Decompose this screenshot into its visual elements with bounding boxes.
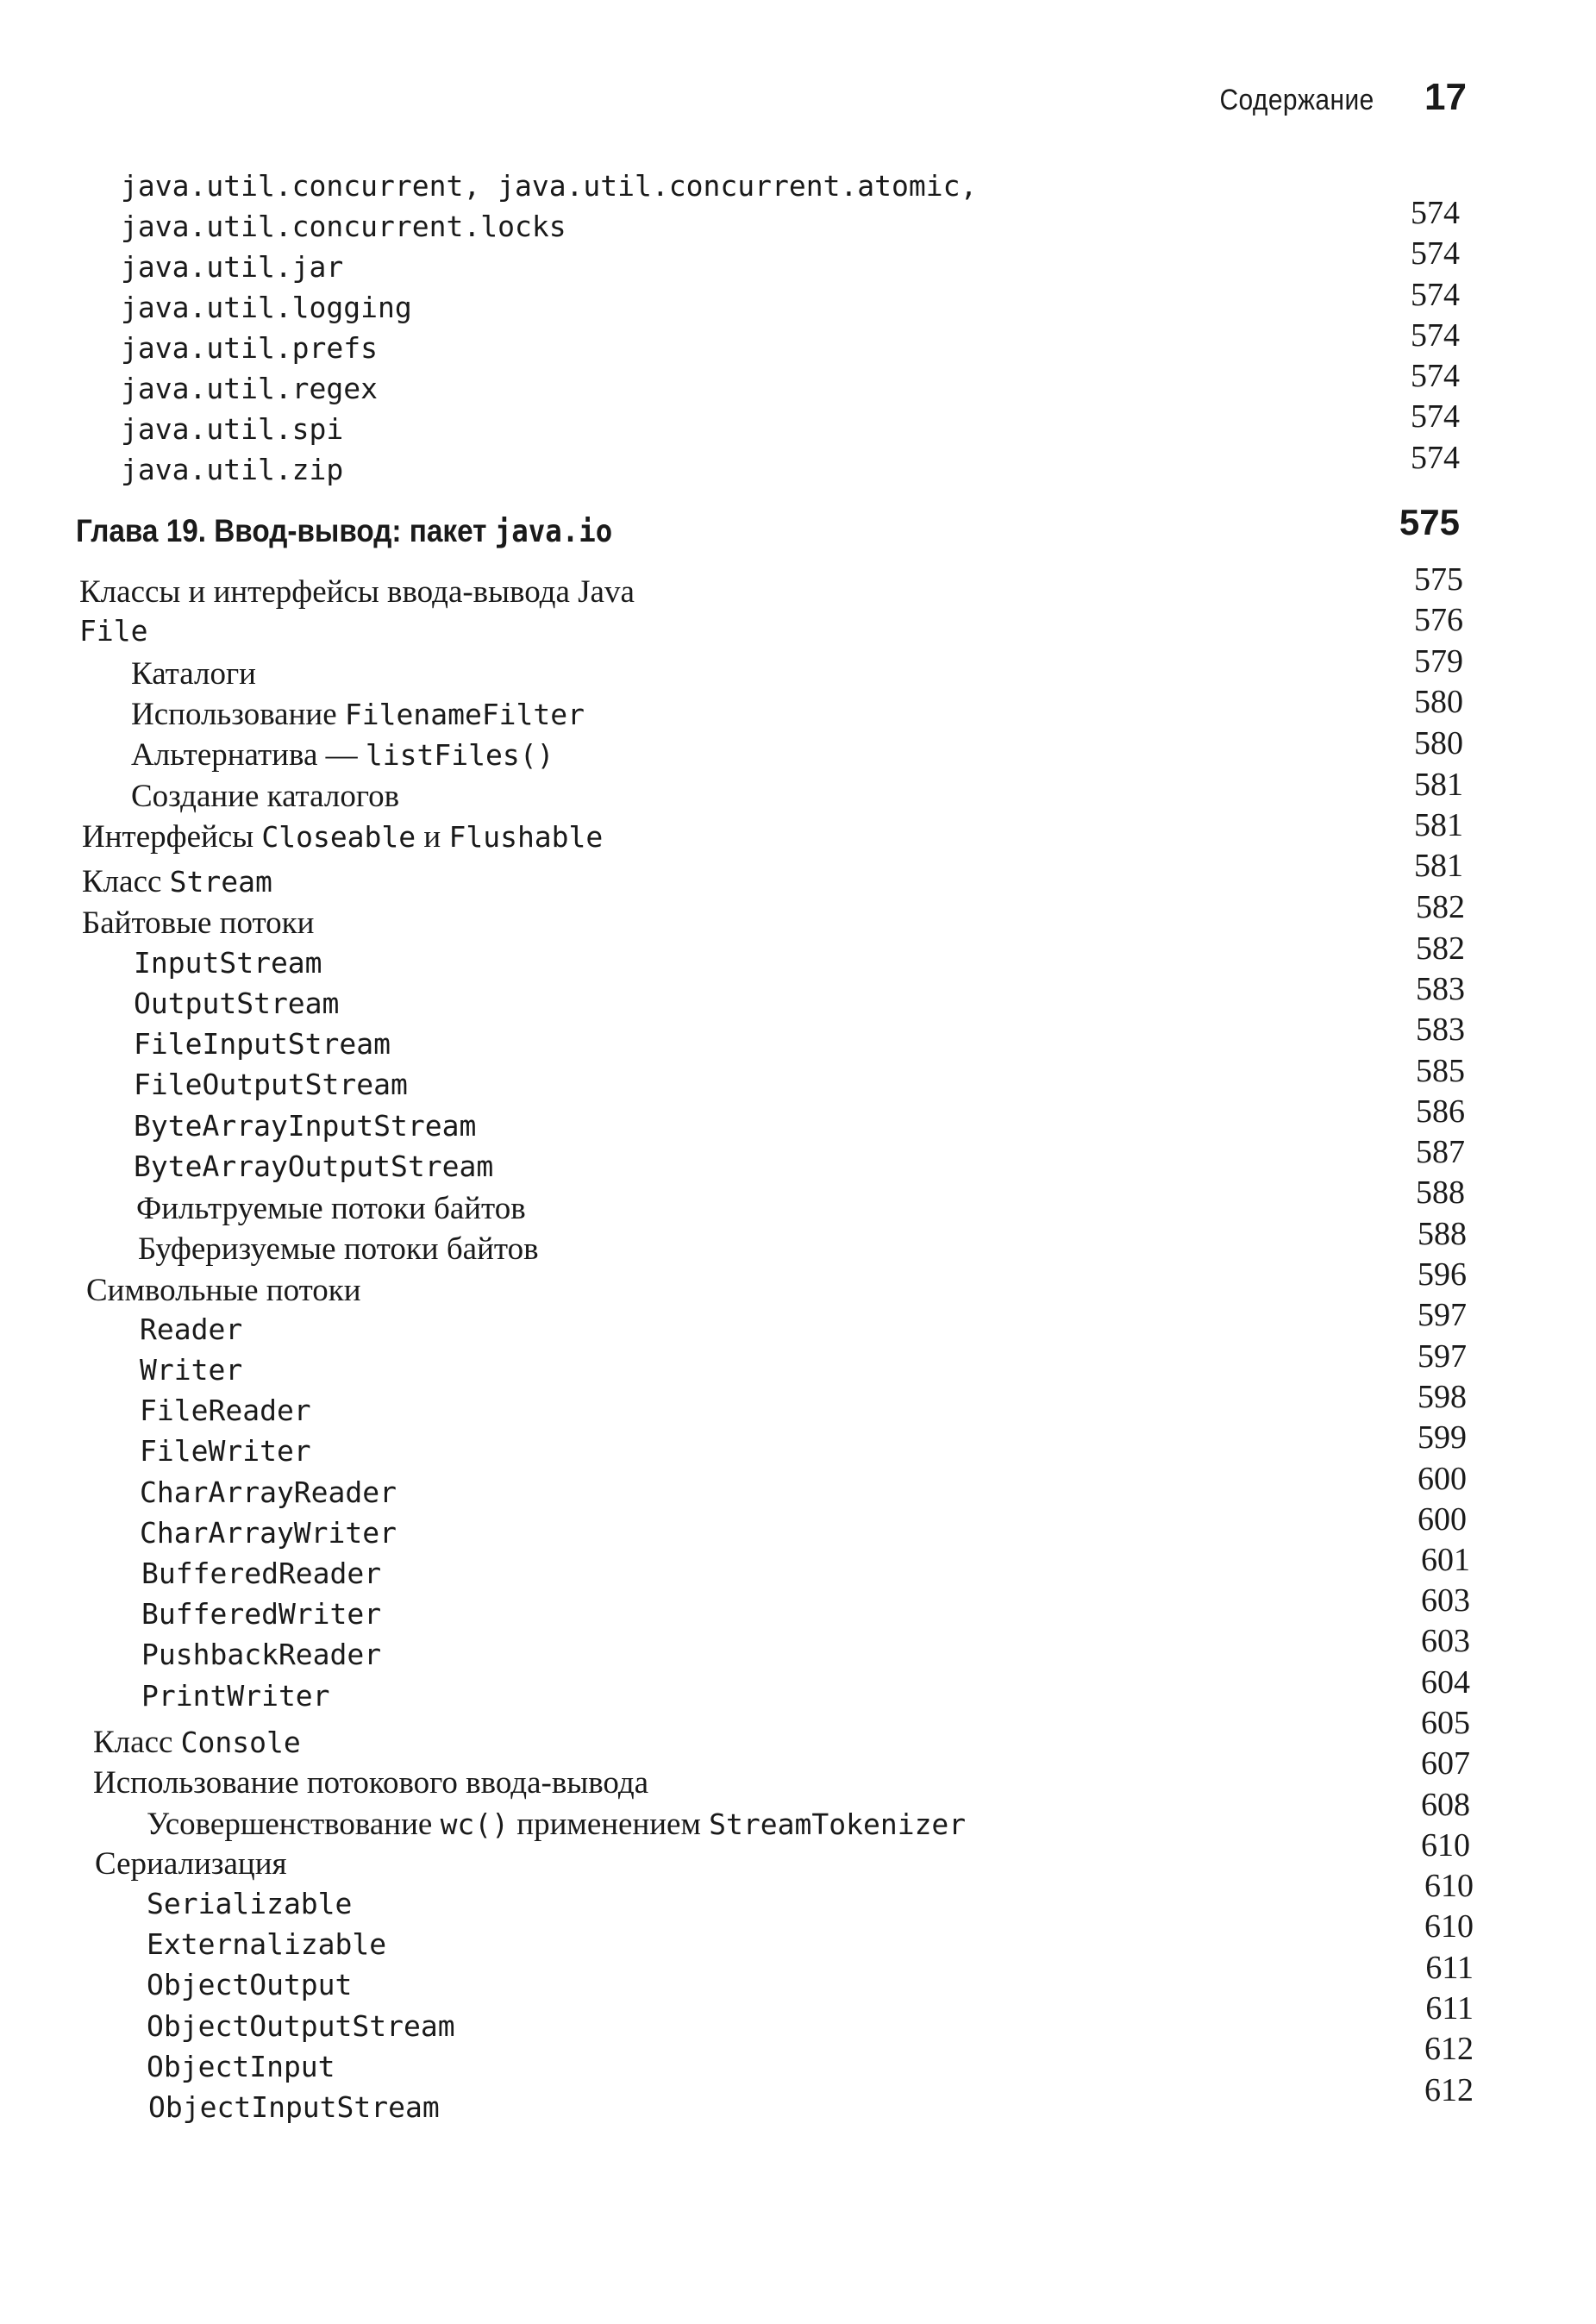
toc-entry [148,2090,440,2124]
toc-page-number: 574 [1411,398,1460,435]
toc-entry-text: применением [509,1807,710,1842]
toc-entry-code: Writer [140,1353,243,1387]
toc-entry-code: ByteArrayInputStream [134,1109,477,1143]
toc-page-number: 610 [1421,1827,1470,1864]
toc-entry-code: FileOutputStream [134,1068,408,1101]
toc-entry-text: Сериализация [95,1846,287,1882]
toc-page-number: 575 [1399,502,1460,542]
toc-entry-text: Использование [131,697,345,732]
toc-entry-code: StreamTokenizer [709,1807,967,1841]
toc-entry [121,453,343,486]
toc-entry-code: java.util.zip [121,453,344,486]
toc-page-number: 588 [1418,1216,1467,1252]
toc-entry [141,1638,381,1671]
toc-entry [134,1109,476,1143]
toc-entry-code: BufferedWriter [141,1597,382,1631]
toc-entry-code: Reader [140,1312,243,1346]
toc-page-number: 597 [1418,1338,1467,1375]
toc-entry [76,513,672,549]
toc-entry-code: Stream [169,865,272,899]
toc-page-number: 600 [1418,1501,1467,1538]
page-number: 17 [1424,76,1467,118]
toc-entry-code: java.io [494,514,613,549]
toc-entry-code: Serializable [147,1887,353,1920]
toc-page-number: 581 [1414,767,1463,803]
toc-entry-code: PushbackReader [141,1638,382,1671]
toc-entry [136,1190,526,1227]
toc-entry-text: Каталоги [131,656,256,692]
toc-entry-text: Глава 19. Ввод-вывод: пакет [76,513,495,548]
toc-entry-code: FileWriter [140,1434,311,1468]
toc-entry [131,736,554,774]
toc-entry [147,2009,455,2043]
toc-entry [147,1927,386,1961]
toc-entry [79,614,147,648]
toc-entry [86,1272,361,1309]
toc-entry-code: Externalizable [147,1927,387,1961]
toc-entry [140,1394,311,1427]
toc-page-number: 611 [1425,1950,1474,1986]
toc-entry-code: InputStream [134,946,322,980]
toc-page-number: 582 [1416,889,1465,925]
toc-page-number: 612 [1424,2031,1474,2067]
toc-entry-code: CharArrayWriter [140,1516,397,1550]
toc-page-number: 574 [1411,317,1460,354]
toc-entry-code: FileInputStream [134,1027,391,1061]
toc-page-number: 586 [1416,1093,1465,1130]
toc-entry [93,1724,301,1761]
toc-entry-code: FileReader [140,1394,311,1427]
toc-entry-text: Классы и интерфейсы ввода-вывода Java [79,574,635,610]
toc-page-number: 583 [1416,971,1465,1007]
toc-page-number: 596 [1418,1256,1467,1293]
toc-page-number: 581 [1414,807,1463,843]
toc-entry-code: java.util.concurrent, java.util.concurrent.atomic, [121,169,978,203]
toc-page-number: 605 [1421,1705,1470,1741]
toc-entry-code: ObjectOutput [147,1968,353,2001]
toc-page-number: 610 [1424,1868,1474,1904]
toc-entry [141,1679,330,1713]
toc-page-number: 585 [1416,1053,1465,1089]
toc-entry [140,1434,311,1468]
toc-entry [134,987,339,1020]
toc-entry-text: Класс [93,1725,181,1760]
toc-entry [82,905,314,942]
toc-entry [147,1887,352,1920]
toc-entry [121,372,378,405]
toc-entry [121,210,566,243]
toc-entry-code: FilenameFilter [344,698,585,731]
toc-page-number: 582 [1416,930,1465,967]
toc-entry-code: BufferedReader [141,1557,382,1590]
toc-entry-code: File [79,614,148,648]
toc-entry-code: ObjectInputStream [148,2090,440,2124]
toc-page-number: 612 [1424,2072,1474,2108]
toc-entry [121,250,343,284]
toc-entry [121,291,412,324]
toc-entry [140,1353,242,1387]
toc-page-number: 601 [1421,1542,1470,1578]
toc-page-number: 611 [1425,1990,1474,2026]
toc-entry [140,1516,397,1550]
toc-entry-text: Усовершенствование [147,1807,441,1842]
toc-entry [121,412,343,446]
toc-page-number: 574 [1411,277,1460,313]
toc-page-number: 574 [1411,195,1460,231]
toc-page-number: 574 [1411,358,1460,394]
toc-entry-code: ObjectOutputStream [147,2009,455,2043]
toc-entry [131,778,399,815]
toc-entry-code: Console [180,1726,301,1759]
toc-entry [121,169,977,203]
toc-page-number: 588 [1416,1175,1465,1211]
toc-entry-text: Фильтруемые потоки байтов [136,1191,526,1226]
toc-page-number: 574 [1411,440,1460,476]
toc-page-number: 583 [1416,1012,1465,1048]
toc-entry [134,1068,408,1101]
toc-entry-code: java.util.prefs [121,331,379,365]
toc-entry-code: OutputStream [134,987,340,1020]
toc-entry [121,331,378,365]
toc-entry-text: Класс [82,864,170,899]
toc-entry-code: PrintWriter [141,1679,330,1713]
toc-page-number: 581 [1414,848,1463,884]
toc-entry [131,655,256,692]
toc-entry [147,1806,966,1843]
toc-entry [82,863,272,900]
toc-entry [140,1312,242,1346]
toc-entry-code: Flushable [448,820,604,854]
toc-entry-code: java.util.concurrent.locks [121,210,566,243]
toc-page-number: 579 [1414,643,1463,680]
toc-entry-text: Использование потокового ввода-вывода [93,1765,649,1801]
toc-entry [95,1845,287,1882]
toc-entry [141,1557,381,1590]
toc-page-number: 576 [1414,602,1463,638]
toc-entry [93,1764,648,1801]
toc-page-number: 597 [1418,1297,1467,1333]
toc-entry [79,573,635,611]
toc-entry-text: Создание каталогов [131,779,400,814]
toc-page-number: 580 [1414,684,1463,720]
toc-entry [141,1597,381,1631]
toc-entry-code: listFiles() [365,738,554,772]
toc-page-number: 574 [1411,235,1460,272]
toc-entry [131,696,585,733]
toc-entry [134,946,322,980]
toc-entry-text: Интерфейсы [82,819,262,855]
toc-entry-code: java.util.regex [121,372,379,405]
toc-entry [134,1027,391,1061]
running-head [1199,76,1467,119]
toc-page-number: 587 [1416,1134,1465,1170]
toc-entry-code: java.util.jar [121,250,344,284]
toc-entry-code: ObjectInput [147,2050,335,2083]
toc-entry-code: CharArrayReader [140,1475,397,1509]
toc-page-number: 580 [1414,725,1463,761]
toc-entry-text: и [416,819,449,855]
toc-entry-code: java.util.spi [121,412,344,446]
toc-entry-text: Альтернатива — [131,737,366,773]
toc-page-number: 575 [1414,561,1463,598]
toc-entry-code: wc() [440,1807,510,1841]
running-head-title: Содержание [1219,84,1375,116]
toc-entry [147,2050,335,2083]
toc-entry [140,1475,397,1509]
toc-entry [147,1968,352,2001]
toc-page-number: 610 [1424,1908,1474,1945]
toc-page-number: 600 [1418,1461,1467,1497]
toc-entry-code: java.util.logging [121,291,412,324]
toc-page-number: 608 [1421,1787,1470,1823]
toc-entry-text: Символьные потоки [86,1273,361,1308]
toc-page-number: 603 [1421,1623,1470,1659]
toc-entry-text: Буферизуемые потоки байтов [138,1231,539,1267]
toc-entry [138,1231,539,1268]
toc-page-number: 603 [1421,1582,1470,1619]
toc-entry [82,818,603,855]
chapter-title [76,513,612,549]
toc-entry [134,1149,493,1183]
toc-page-number: 607 [1421,1745,1470,1782]
toc-entry-code: Closeable [261,820,416,854]
toc-page-number: 599 [1418,1419,1467,1456]
toc-page-number: 604 [1421,1664,1470,1701]
toc-entry-text: Байтовые потоки [82,905,315,941]
toc-entry-code: ByteArrayOutputStream [134,1149,494,1183]
toc-page-number: 598 [1418,1379,1467,1415]
